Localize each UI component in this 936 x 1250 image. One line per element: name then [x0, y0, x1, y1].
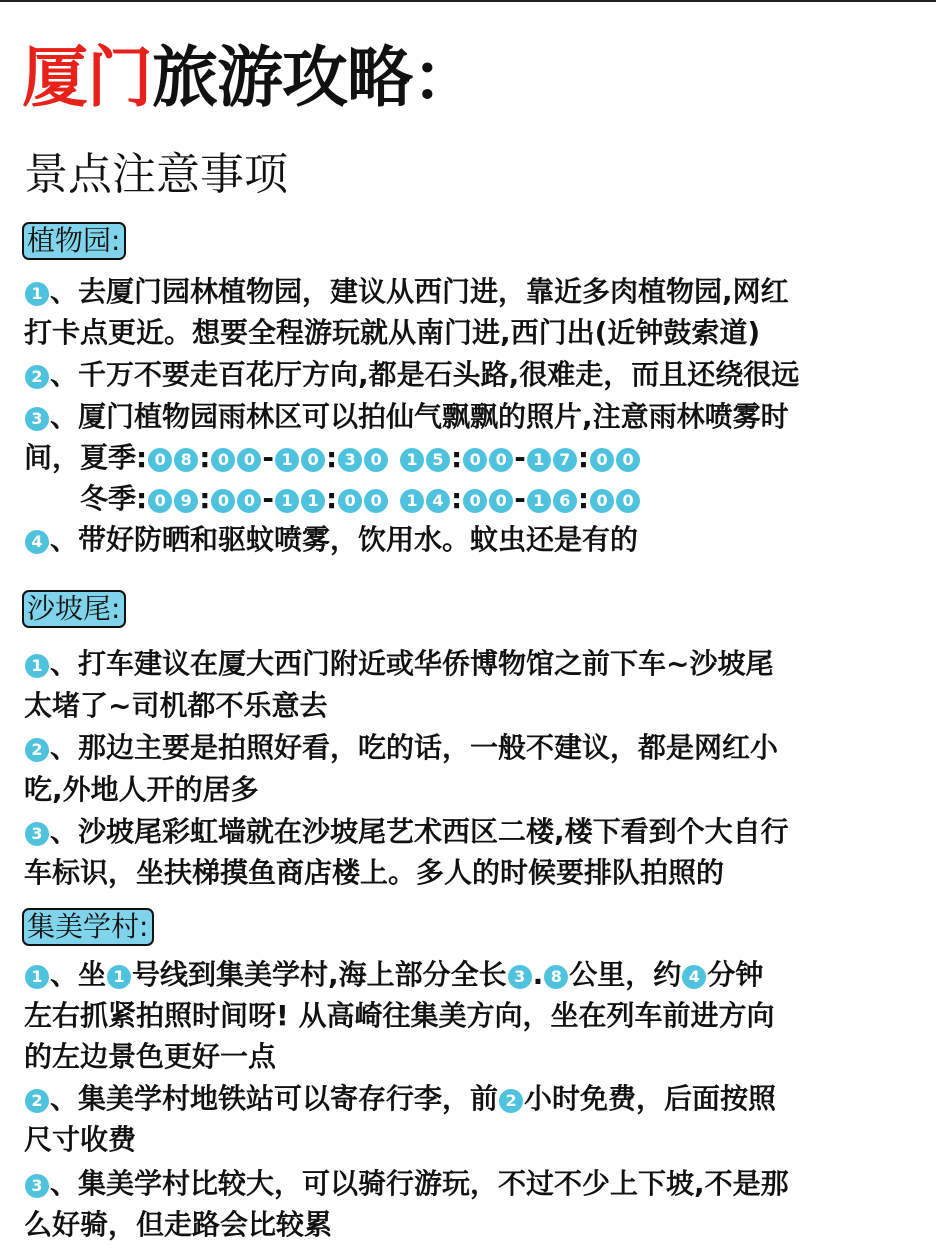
digit-badge: 0 [463, 489, 487, 513]
list-item: 2 、集美学村地铁站可以寄存行李，前 2 小时免费，后面按照 [24, 1079, 776, 1119]
number-badge: 4 [682, 965, 706, 989]
digit-badge: 1 [275, 448, 299, 472]
time-separator: : [199, 482, 211, 515]
list-item-continuation: 左右抓紧拍照时间呀! 从高崎往集美方向，坐在列车前进方向 [24, 999, 775, 1032]
digit-badge: 0 [463, 448, 487, 472]
digit-badge: 0 [489, 489, 513, 513]
number-badge: 8 [544, 965, 568, 989]
digit-badge: 7 [553, 448, 577, 472]
time-separator: - [514, 441, 526, 474]
time-separator: - [262, 482, 275, 515]
digit-badge: 9 [174, 489, 198, 513]
number-badge: 2 [25, 1089, 49, 1113]
list-item: 3 、沙坡尾彩虹墙就在沙坡尾艺术西区二楼,楼下看到个大自行 [24, 812, 789, 852]
list-item-continuation: 尺寸收费 [24, 1123, 137, 1156]
number-badge: 2 [25, 738, 49, 762]
time-separator: : [326, 441, 338, 474]
digit-badge: 0 [211, 489, 235, 513]
digit-badge: 8 [174, 448, 198, 472]
number-badge: 3 [508, 965, 532, 989]
list-item-continuation: 太堵了~司机都不乐意去 [24, 689, 328, 722]
digit-badge: 0 [148, 489, 172, 513]
digit-badge: 6 [553, 489, 577, 513]
digit-badge: 0 [364, 489, 388, 513]
digit-badge: 1 [301, 489, 325, 513]
title-rest: 旅游攻略： [152, 39, 477, 116]
time-separator: : [199, 441, 211, 474]
digit-badge: 3 [338, 448, 362, 472]
digit-badge: 1 [527, 489, 551, 513]
list-item: 2 、千万不要走百花厅方向,都是石头路,很难走，而且还绕很远 [24, 355, 799, 395]
digit-badge: 0 [364, 448, 388, 472]
digit-badge: 0 [616, 448, 640, 472]
number-badge: 2 [499, 1089, 523, 1113]
list-item-continuation: 打卡点更近。想要全程游玩就从南门进,西门出(近钟鼓索道) [24, 316, 761, 349]
list-item: 1 、打车建议在厦大西门附近或华侨博物馆之前下车~沙坡尾 [24, 644, 773, 684]
top-border [0, 0, 936, 2]
time-range [147, 438, 389, 478]
digit-badge: 4 [426, 489, 450, 513]
time-range [399, 438, 641, 478]
digit-badge: 1 [527, 448, 551, 472]
page-subtitle: 景点注意事项 [24, 149, 288, 200]
list-item: 3 、集美学村比较大，可以骑行游玩，不过不少上下坡,不是那 [24, 1164, 789, 1204]
digit-badge: 1 [400, 448, 424, 472]
list-item-continuation: 的左边景色更好一点 [24, 1040, 277, 1073]
number-badge: 1 [25, 654, 49, 678]
digit-badge: 0 [616, 489, 640, 513]
number-badge: 1 [25, 965, 49, 989]
digit-badge: 0 [590, 448, 614, 472]
digit-badge: 0 [148, 448, 172, 472]
digit-badge: 0 [338, 489, 362, 513]
time-separator: : [577, 482, 590, 515]
time-range [147, 479, 389, 519]
time-separator: : [451, 441, 463, 474]
number-badge: 3 [25, 1174, 49, 1198]
page-title [22, 38, 477, 118]
number-badge: 1 [107, 965, 131, 989]
time-separator: - [514, 482, 526, 515]
list-item: 1 、坐 1 号线到集美学村,海上部分全长 3 . 8 公里，约 4 分钟 [24, 955, 763, 995]
list-item: 2 、那边主要是拍照好看，吃的话，一般不建议，都是网红小 [24, 728, 778, 768]
title-city: 厦门 [22, 39, 152, 116]
time-separator: : [450, 482, 463, 515]
time-separator: : [577, 441, 590, 474]
digit-badge: 0 [237, 489, 261, 513]
schedule-winter: 冬季: 0 9 : 0 0 - 1 1 : 0 0 1 4 : 0 0 - 1 6 : 0 0 [80, 479, 641, 519]
section-tag-jimei: 集美学村: [22, 908, 154, 946]
digit-badge: 1 [400, 489, 424, 513]
number-badge: 3 [25, 407, 49, 431]
list-item: 1 、去厦门园林植物园，建议从西门进，靠近多肉植物园,网红 [24, 272, 789, 312]
number-badge: 1 [25, 282, 49, 306]
digit-badge: 1 [275, 489, 299, 513]
list-item: 3 、厦门植物园雨林区可以拍仙气飘飘的照片,注意雨林喷雾时 [24, 397, 789, 437]
list-item: 4 、带好防晒和驱蚊喷雾，饮用水。蚊虫还是有的 [24, 520, 638, 560]
digit-badge: 0 [237, 448, 261, 472]
time-range [399, 479, 641, 519]
digit-badge: 0 [590, 489, 614, 513]
section-tag-botanical: 植物园: [22, 222, 126, 260]
time-separator: : [326, 482, 338, 515]
number-badge: 2 [25, 365, 49, 389]
time-separator: - [262, 441, 275, 474]
digit-badge: 0 [489, 448, 513, 472]
list-item-continuation: 车标识，坐扶梯摸鱼商店楼上。多人的时候要排队拍照的 [24, 856, 725, 889]
number-badge: 3 [25, 822, 49, 846]
digit-badge: 0 [301, 448, 325, 472]
digit-badge: 5 [426, 448, 450, 472]
list-item-continuation: 吃,外地人开的居多 [24, 773, 259, 806]
list-item-continuation: 么好骑，但走路会比较累 [24, 1208, 333, 1241]
section-tag-shapowei: 沙坡尾: [22, 590, 126, 628]
digit-badge: 0 [211, 448, 235, 472]
number-badge: 4 [25, 530, 49, 554]
schedule-summer: 间，夏季: 0 8 : 0 0 - 1 0 : 3 0 1 5 : 0 0 - 1 7 : 0 0 [24, 438, 641, 478]
